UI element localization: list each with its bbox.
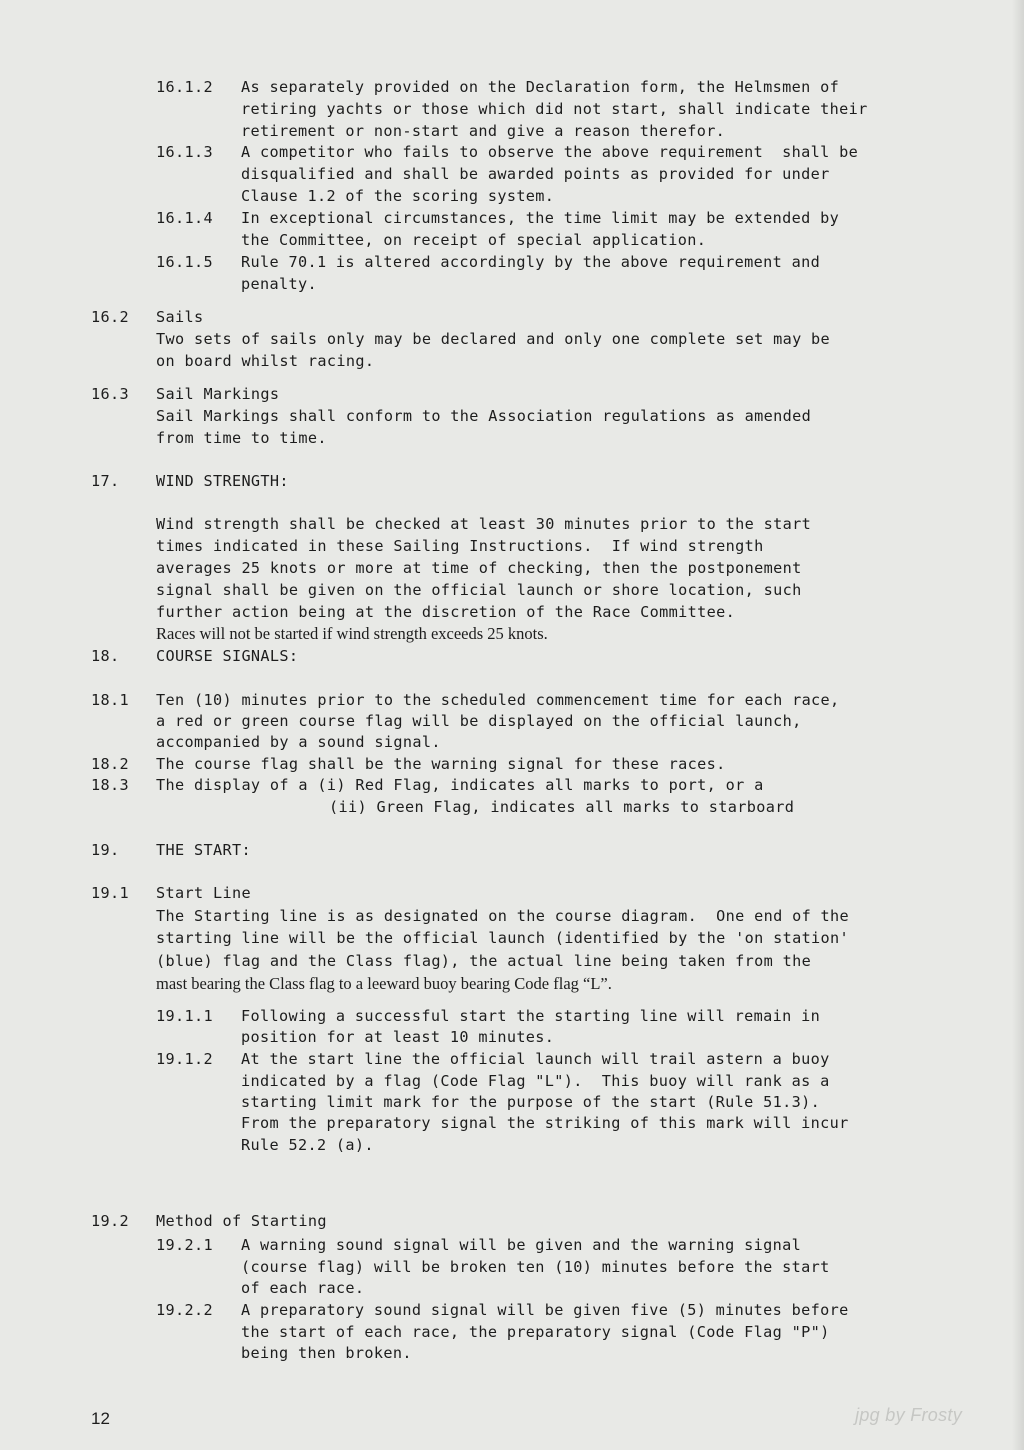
clause-number: 16.2 xyxy=(91,308,129,326)
clause-line: Clause 1.2 of the scoring system. xyxy=(241,187,555,205)
clause-line: In exceptional circumstances, the time limit may be extended by xyxy=(241,209,840,227)
clause-line: times indicated in these Sailing Instructions. If wind strength xyxy=(156,537,764,555)
clause-line: signal shall be given on the official launch or shore location, such xyxy=(156,581,802,599)
clause-number: 16.3 xyxy=(91,385,129,403)
page-number: 12 xyxy=(91,1409,110,1428)
clause-line: A competitor who fails to observe the above requirement shall be xyxy=(241,143,859,161)
clause-line: Two sets of sails only may be declared and only one complete set may be xyxy=(156,330,831,348)
clause-number: 18.3 xyxy=(91,776,129,794)
inserted-note: Races will not be started if wind strength exceeds 25 knots. xyxy=(156,624,548,643)
clause-line: Sail Markings shall conform to the Association regulations as amended xyxy=(156,407,812,425)
clause-line: further action being at the discretion of the Race Committee. xyxy=(156,603,736,621)
section-number: 18. xyxy=(91,647,120,665)
clause-line: (ii) Green Flag, indicates all marks to starboard xyxy=(329,798,795,816)
clause-line: (course flag) will be broken ten (10) minutes before the start xyxy=(241,1258,830,1276)
clause-number: 19.1.2 xyxy=(156,1050,213,1068)
clause-number: 18.1 xyxy=(91,691,129,709)
clause-line: starting line will be the official launch (identified by the 'on station' xyxy=(156,929,850,947)
clause-number: 19.2 xyxy=(91,1212,129,1230)
clause-line: (blue) flag and the Class flag), the actual line being taken from the xyxy=(156,952,812,970)
clause-number: 19.1.1 xyxy=(156,1007,213,1025)
clause-line: The Starting line is as designated on the course diagram. One end of the xyxy=(156,907,850,925)
clause-line: starting limit mark for the purpose of the start (Rule 51.3). xyxy=(241,1093,821,1111)
clause-line: From the preparatory signal the striking of this mark will incur xyxy=(241,1114,849,1132)
clause-line: the start of each race, the preparatory signal (Code Flag "P") xyxy=(241,1323,830,1341)
clause-line: Rule 70.1 is altered accordingly by the above requirement and xyxy=(241,253,821,271)
clause-number: 19.1 xyxy=(91,884,129,902)
clause-line: being then broken. xyxy=(241,1344,412,1362)
clause-number: 16.1.5 xyxy=(156,253,213,271)
clause-number: 16.1.4 xyxy=(156,209,213,227)
clause-title: Start Line xyxy=(156,884,251,902)
clause-line: Ten (10) minutes prior to the scheduled commencement time for each race, xyxy=(156,691,840,709)
clause-line: indicated by a flag (Code Flag "L"). This buoy will rank as a xyxy=(241,1072,830,1090)
clause-line: the Committee, on receipt of special application. xyxy=(241,231,707,249)
section-number: 19. xyxy=(91,841,120,859)
clause-line: of each race. xyxy=(241,1279,365,1297)
clause-title: Method of Starting xyxy=(156,1212,327,1230)
clause-number: 16.1.2 xyxy=(156,78,213,96)
clause-line: disqualified and shall be awarded points as provided for under xyxy=(241,165,830,183)
clause-line: At the start line the official launch will trail astern a buoy xyxy=(241,1050,830,1068)
clause-line: on board whilst racing. xyxy=(156,352,375,370)
clause-line: position for at least 10 minutes. xyxy=(241,1028,555,1046)
clause-line: retiring yachts or those which did not start, shall indicate their xyxy=(241,100,868,118)
clause-number: 19.2.1 xyxy=(156,1236,213,1254)
section-number: 17. xyxy=(91,472,120,490)
clause-line: The display of a (i) Red Flag, indicates all marks to port, or a xyxy=(156,776,764,794)
section-heading: WIND STRENGTH: xyxy=(156,472,289,490)
watermark: jpg by Frosty xyxy=(855,1405,962,1425)
clause-line: accompanied by a sound signal. xyxy=(156,733,441,751)
clause-line: from time to time. xyxy=(156,429,327,447)
clause-number: 16.1.3 xyxy=(156,143,213,161)
clause-line: Following a successful start the starting line will remain in xyxy=(241,1007,821,1025)
clause-line: The course flag shall be the warning signal for these races. xyxy=(156,755,726,773)
clause-line: A warning sound signal will be given and the warning signal xyxy=(241,1236,802,1254)
inserted-note: mast bearing the Class flag to a leeward buoy bearing Code flag “L”. xyxy=(156,974,612,993)
clause-number: 19.2.2 xyxy=(156,1301,213,1319)
page-edge-shadow xyxy=(1012,0,1024,1450)
clause-line: Wind strength shall be checked at least 30 minutes prior to the start xyxy=(156,515,812,533)
clause-line: A preparatory sound signal will be given five (5) minutes before xyxy=(241,1301,849,1319)
clause-number: 18.2 xyxy=(91,755,129,773)
clause-title: Sail Markings xyxy=(156,385,280,403)
section-heading: COURSE SIGNALS: xyxy=(156,647,299,665)
clause-line: retirement or non-start and give a reason therefor. xyxy=(241,122,726,140)
clause-line: a red or green course flag will be displayed on the official launch, xyxy=(156,712,802,730)
clause-title: Sails xyxy=(156,308,204,326)
clause-line: Rule 52.2 (a). xyxy=(241,1136,374,1154)
clause-line: penalty. xyxy=(241,275,317,293)
section-heading: THE START: xyxy=(156,841,251,859)
clause-line: As separately provided on the Declaration form, the Helmsmen of xyxy=(241,78,840,96)
clause-line: averages 25 knots or more at time of checking, then the postponement xyxy=(156,559,802,577)
